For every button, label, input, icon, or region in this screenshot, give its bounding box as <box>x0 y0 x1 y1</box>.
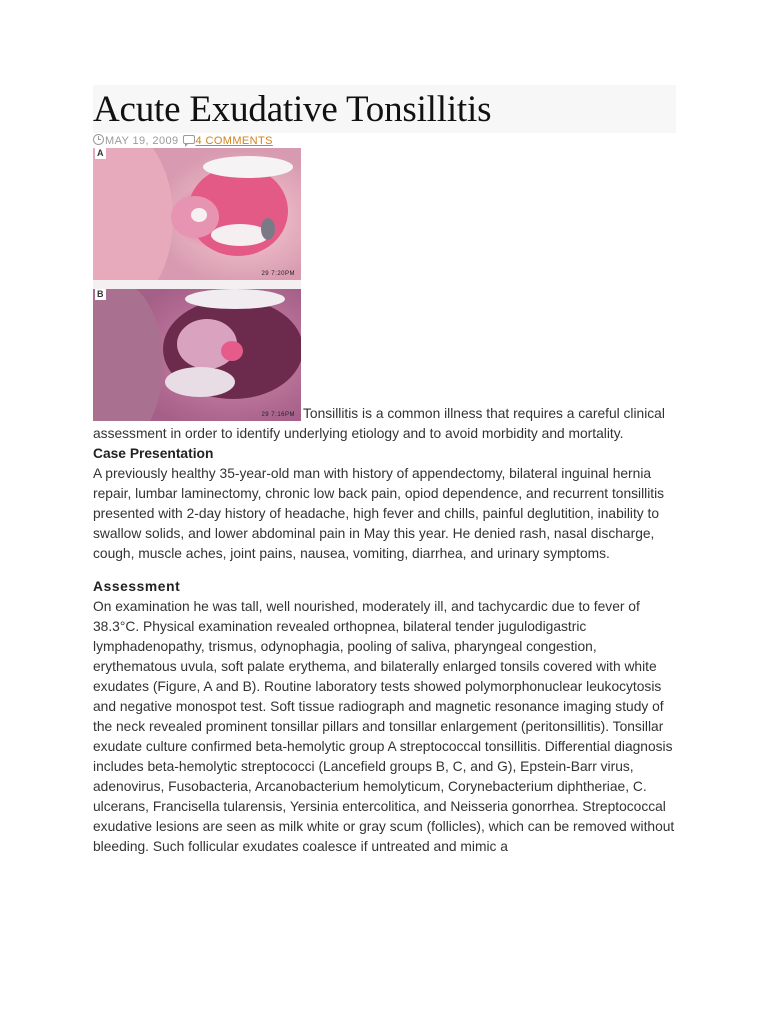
figure-photo-a <box>93 148 301 280</box>
post-date: MAY 19, 2009 <box>105 135 179 147</box>
figure-panel-b-label: B <box>97 289 104 299</box>
comment-icon <box>183 135 195 144</box>
post-meta <box>93 134 678 148</box>
case-presentation-heading: Case Presentation <box>93 446 214 461</box>
page-title: Acute Exudative Tonsillitis <box>93 89 492 130</box>
intro-paragraph: Tonsillitis is a common illness that requires a careful clinical assessment in order to identify underlying etiology and to avoid morbidity and mortality. <box>93 406 665 441</box>
tonsil-figure <box>93 147 303 422</box>
article <box>93 85 678 857</box>
figure-panel-a-label: A <box>97 148 104 158</box>
clock-icon <box>93 134 104 145</box>
figure-panel-b-stamp: 29 7:16PM <box>261 412 295 418</box>
figure-photo-b <box>93 289 301 421</box>
assessment-text: On examination he was tall, well nourished, moderately ill, and tachycardic due to fever of 38.3°C. Physical examination revealed orthopnea, bilateral tender jugulodigastric lymphadenopathy, trismus, odynophagia, pooling of saliva, pharyngeal congestion, erythematous uvula, soft palate erythema, and bilaterally enlarged tonsils covered with white exudates (Figure, A and B). Routine laboratory tests showed polymorphonuclear leukocytosis and negative monospot test. Soft tissue radiograph and magnetic resonance imaging study of the neck revealed prominent tonsillar pillars and tonsillar enlargement (peritonsillitis). Tonsillar exudate culture confirmed beta-hemolytic group A streptococcal tonsillitis. Differential diagnosis includes beta-hemolytic streptococci (Lancefield groups B, C, and G), Epstein-Barr virus, adenovirus, Fusobacteria, Arcanobacterium hemolyticum, Corynebacterium diphtheriae, C. ulcerans, Francisella tularensis, Yersinia entercolitica, and Neisseria gonorrhea. Streptococcal exudative lesions are seen as milk white or gray scum (follicles), which can be removed without bleeding. Such follicular exudates coalesce if untreated and mimic a <box>93 599 675 854</box>
comments-link[interactable]: 4 COMMENTS <box>195 135 273 147</box>
case-presentation-text: A previously healthy 35-year-old man with history of appendectomy, bilateral inguinal hernia repair, lumbar laminectomy, chronic low back pain, opiod dependence, and recurrent tonsillitis presented with 2-day history of headache, high fever and chills, painful deglutition, inability to swallow solids, and lower abdominal pain in May this year. He denied rash, nasal discharge, cough, muscle aches, joint pains, nausea, vomiting, diarrhea, and urinary symptoms. <box>93 466 665 561</box>
assessment-heading: Assessment <box>93 579 181 594</box>
figure-panel-a-stamp: 29 7:20PM <box>261 271 295 277</box>
